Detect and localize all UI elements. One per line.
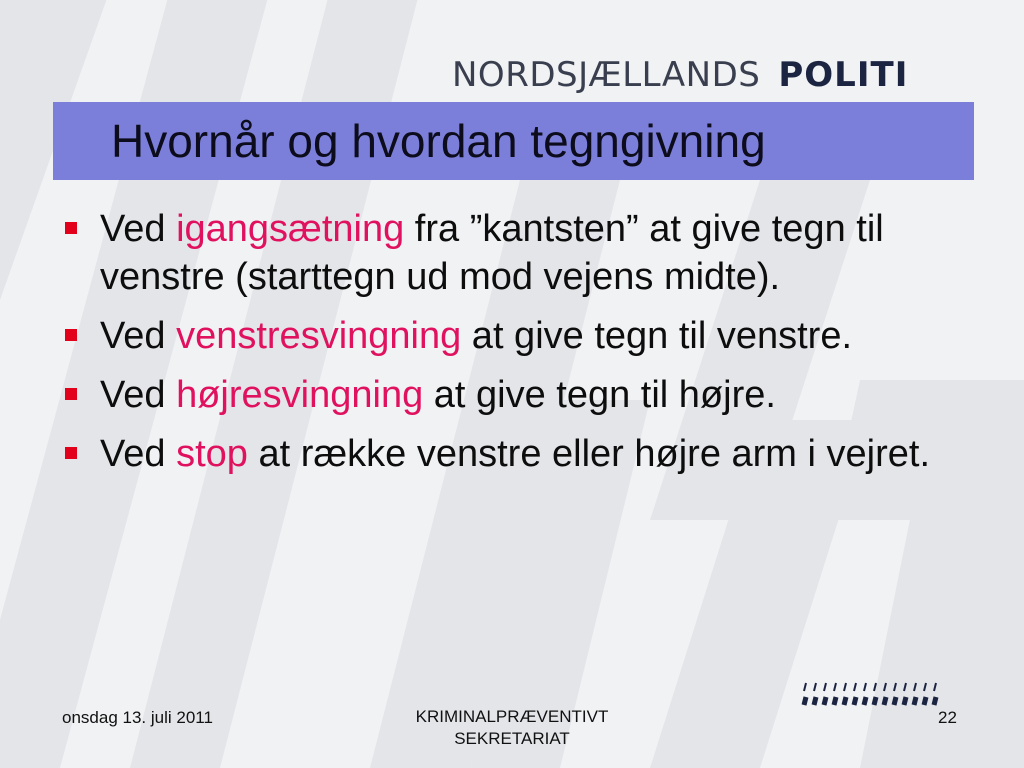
bullet-prefix: Ved bbox=[100, 315, 177, 357]
bullet-text: fra ”kantsten” at give tegn til venstre (starttegn ud mod vejens midte). bbox=[100, 208, 884, 298]
bullet-item bbox=[62, 205, 962, 301]
square-bullet-icon bbox=[65, 222, 77, 234]
square-bullet-icon bbox=[65, 447, 77, 459]
footer-org-line1: KRIMINALPRÆVENTIVT bbox=[415, 707, 609, 726]
bullet-prefix: Ved bbox=[100, 433, 177, 475]
page-number: 22 bbox=[938, 708, 957, 727]
bullet-text: at give tegn til venstre. bbox=[461, 315, 853, 357]
brand-logo bbox=[452, 52, 952, 98]
bullet-prefix: Ved bbox=[100, 208, 177, 250]
square-bullet-icon bbox=[65, 329, 77, 341]
bullet-text: at række venstre eller højre arm i vejret. bbox=[247, 433, 930, 475]
brand-name-bold: POLITI bbox=[778, 55, 909, 95]
bullet-item bbox=[62, 312, 962, 360]
bullet-item bbox=[62, 430, 962, 478]
footer-date: onsdag 13. juli 2011 bbox=[62, 708, 213, 727]
square-bullet-icon bbox=[65, 388, 77, 400]
bullet-text: at give tegn til højre. bbox=[423, 374, 776, 416]
brand-name-light: NORDSJÆLLANDS bbox=[452, 55, 761, 95]
bullet-highlight: stop bbox=[176, 433, 248, 475]
title-bar bbox=[53, 102, 974, 180]
slide-title: Hvornår og hvordan tegngivning bbox=[111, 115, 766, 167]
bullet-highlight: højresvingning bbox=[176, 374, 424, 416]
bullet-prefix: Ved bbox=[100, 374, 177, 416]
footer-org-line2: SEKRETARIAT bbox=[454, 729, 570, 748]
bullet-highlight: venstresvingning bbox=[176, 315, 462, 357]
bullet-item bbox=[62, 371, 962, 419]
bullet-list bbox=[62, 205, 962, 489]
bullet-highlight: igangsætning bbox=[176, 208, 405, 250]
police-stripe-logo-icon bbox=[800, 680, 940, 708]
footer-organization bbox=[372, 706, 652, 750]
